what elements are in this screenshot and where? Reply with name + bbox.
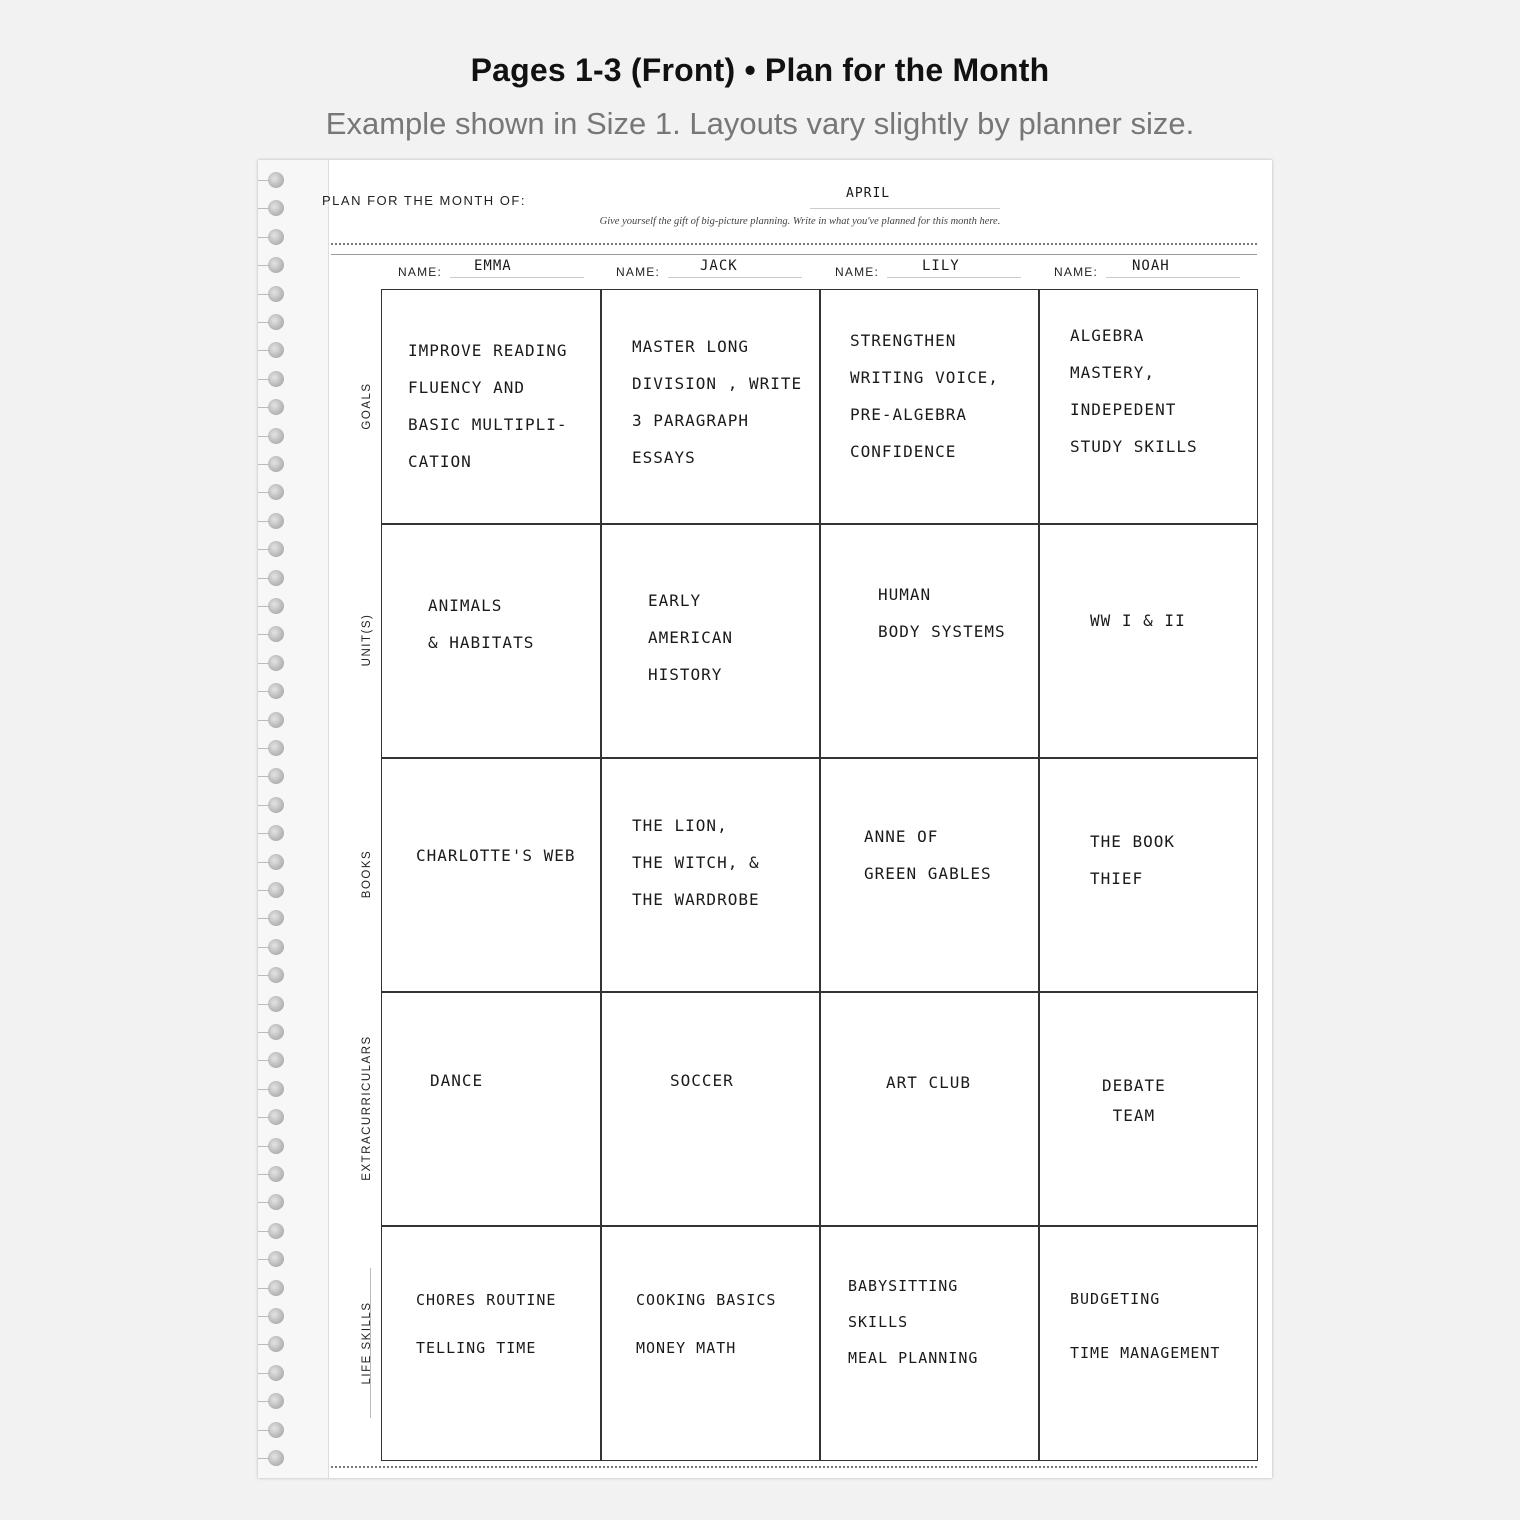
binding-tab — [258, 379, 270, 380]
binding-ring-icon — [268, 1308, 284, 1324]
binding-tab — [258, 1401, 270, 1402]
cell-extra-emma[interactable]: DANCE — [430, 1071, 484, 1090]
binding-tab — [258, 1202, 270, 1203]
binding-ring-icon — [268, 1422, 284, 1438]
student-name-1[interactable]: EMMA — [474, 258, 512, 274]
binding-tab — [258, 947, 270, 948]
cell-goals-emma[interactable]: IMPROVE READING FLUENCY AND BASIC MULTIPLI- CATION — [408, 341, 568, 471]
binding-tab — [258, 1032, 270, 1033]
binding-tab — [258, 1458, 270, 1459]
top-rule — [331, 254, 1257, 255]
cell-books-noah[interactable]: THE BOOK THIEF — [1090, 832, 1176, 888]
binding-ring-icon — [268, 1450, 284, 1466]
binding-ring-icon — [268, 825, 284, 841]
grid-row-divider — [381, 991, 1258, 993]
binding-tab — [258, 436, 270, 437]
binding-ring-icon — [268, 229, 284, 245]
binding-ring-icon — [268, 1194, 284, 1210]
binding-ring-icon — [268, 371, 284, 387]
binding-ring-icon — [268, 1138, 284, 1154]
binding-ring-icon — [268, 456, 284, 472]
binding-tab — [258, 492, 270, 493]
cell-life-lily[interactable]: BABYSITTING SKILLS MEAL PLANNING — [848, 1277, 979, 1367]
name-underline-4 — [1106, 277, 1240, 278]
binding-tab — [258, 578, 270, 579]
row-label-units: UNIT(S) — [361, 613, 373, 667]
binding-ring-icon — [268, 342, 284, 358]
binding-tab — [258, 1089, 270, 1090]
bottom-dotted-divider — [331, 1466, 1257, 1468]
binding-ring-icon — [268, 1251, 284, 1267]
grid-column-divider — [819, 289, 821, 1461]
binding-ring-icon — [268, 1336, 284, 1352]
binding-tab — [258, 208, 270, 209]
binding-tab — [258, 1288, 270, 1289]
cell-life-jack[interactable]: COOKING BASICS MONEY MATH — [636, 1291, 777, 1357]
binding-tab — [258, 237, 270, 238]
binding-tab — [258, 805, 270, 806]
binding-ring-icon — [268, 1393, 284, 1409]
binding-ring-icon — [268, 797, 284, 813]
cell-goals-lily[interactable]: STRENGTHEN WRITING VOICE, PRE-ALGEBRA CONFIDENCE — [850, 331, 999, 461]
binding-ring-icon — [268, 1166, 284, 1182]
binding-tab — [258, 1259, 270, 1260]
cell-units-jack[interactable]: EARLY AMERICAN HISTORY — [648, 591, 734, 684]
binding-ring-icon — [268, 967, 284, 983]
binding-tab — [258, 521, 270, 522]
binding-ring-icon — [268, 1052, 284, 1068]
cell-life-noah[interactable]: BUDGETING TIME MANAGEMENT — [1070, 1290, 1221, 1362]
binding-tab — [258, 1430, 270, 1431]
binding-ring-icon — [268, 598, 284, 614]
binding-tab — [258, 975, 270, 976]
name-underline-2 — [668, 277, 802, 278]
caption-subtitle: Example shown in Size 1. Layouts vary slightly by planner size. — [325, 106, 1195, 141]
binding-ring-icon — [268, 939, 284, 955]
binding-ring-icon — [268, 200, 284, 216]
binding-ring-icon — [268, 541, 284, 557]
cell-life-emma[interactable]: CHORES ROUTINE TELLING TIME — [416, 1291, 557, 1357]
binding-tab — [258, 748, 270, 749]
binding-ring-icon — [268, 1280, 284, 1296]
binding-ring-icon — [268, 882, 284, 898]
row-label-books: BOOKS — [361, 849, 373, 899]
student-name-3[interactable]: LILY — [922, 258, 960, 274]
name-underline-3 — [887, 277, 1021, 278]
binding-tab — [258, 691, 270, 692]
binding-tab — [258, 407, 270, 408]
binding-ring-icon — [268, 172, 284, 188]
binding-tab — [258, 1117, 270, 1118]
binding-tab — [258, 833, 270, 834]
binding-tab — [258, 464, 270, 465]
binding-tab — [258, 1060, 270, 1061]
cell-units-emma[interactable]: ANIMALS & HABITATS — [428, 596, 535, 652]
binding-tab — [258, 1344, 270, 1345]
binding-tab — [258, 890, 270, 891]
binding-tab — [258, 1004, 270, 1005]
binding-ring-icon — [268, 740, 284, 756]
binding-tab — [258, 350, 270, 351]
cell-extra-jack[interactable]: SOCCER — [670, 1071, 734, 1090]
cell-extra-lily[interactable]: ART CLUB — [886, 1073, 972, 1092]
cell-goals-noah[interactable]: ALGEBRA MASTERY, INDEPEDENT STUDY SKILLS — [1070, 326, 1198, 456]
binding-tab — [258, 776, 270, 777]
binding-tab — [258, 634, 270, 635]
binding-ring-icon — [268, 570, 284, 586]
cell-extra-noah[interactable]: DEBATE TEAM — [1102, 1076, 1166, 1125]
name-label-4: NAME: — [1054, 265, 1099, 279]
row-label-goals: GOALS — [361, 382, 373, 430]
binding-tab — [258, 265, 270, 266]
student-name-2[interactable]: JACK — [700, 258, 738, 274]
spiral-binding — [258, 160, 329, 1478]
binding-ring-icon — [268, 1081, 284, 1097]
grid-column-divider — [600, 289, 602, 1461]
grid-row-divider — [381, 1225, 1258, 1227]
cell-books-jack[interactable]: THE LION, THE WITCH, & THE WARDROBE — [632, 816, 760, 909]
binding-ring-icon — [268, 428, 284, 444]
binding-ring-icon — [268, 854, 284, 870]
cell-goals-jack[interactable]: MASTER LONG DIVISION , WRITE 3 PARAGRAPH ESSAYS — [632, 337, 803, 467]
binding-tab — [258, 1231, 270, 1232]
cell-units-noah[interactable]: WW I & II — [1090, 611, 1186, 630]
binding-ring-icon — [268, 683, 284, 699]
binding-tab — [258, 294, 270, 295]
month-underline — [810, 208, 1000, 209]
binding-ring-icon — [268, 1024, 284, 1040]
name-label-3: NAME: — [835, 265, 880, 279]
binding-ring-icon — [268, 314, 284, 330]
row-label-life-skills: LIFE SKILLS — [361, 1301, 373, 1385]
binding-ring-icon — [268, 910, 284, 926]
binding-ring-icon — [268, 513, 284, 529]
binding-tab — [258, 322, 270, 323]
grid-column-divider — [1038, 289, 1040, 1461]
binding-tab — [258, 1146, 270, 1147]
binding-ring-icon — [268, 712, 284, 728]
name-underline-1 — [450, 277, 584, 278]
binding-tab — [258, 663, 270, 664]
binding-tab — [258, 549, 270, 550]
cell-books-emma[interactable]: CHARLOTTE'S WEB — [416, 846, 576, 865]
binding-ring-icon — [268, 768, 284, 784]
binding-ring-icon — [268, 996, 284, 1012]
cell-units-lily[interactable]: HUMAN BODY SYSTEMS — [878, 585, 1006, 641]
name-label-1: NAME: — [398, 265, 443, 279]
plan-tagline: Give yourself the gift of big-picture planning. Write in what you've planned for this month here. — [599, 216, 1001, 227]
grid-row-divider — [381, 523, 1258, 525]
binding-tab — [258, 1373, 270, 1374]
binding-tab — [258, 1316, 270, 1317]
top-dotted-divider — [331, 243, 1257, 245]
student-name-4[interactable]: NOAH — [1132, 258, 1170, 274]
caption-title: Pages 1-3 (Front) • Plan for the Month — [470, 52, 1050, 88]
binding-tab — [258, 918, 270, 919]
binding-tab — [258, 180, 270, 181]
binding-tab — [258, 720, 270, 721]
binding-ring-icon — [268, 1109, 284, 1125]
binding-tab — [258, 862, 270, 863]
binding-tab — [258, 1174, 270, 1175]
binding-ring-icon — [268, 257, 284, 273]
row-label-extracurriculars: EXTRACURRICULARS — [361, 1035, 373, 1181]
binding-tab — [258, 606, 270, 607]
binding-ring-icon — [268, 286, 284, 302]
binding-ring-icon — [268, 626, 284, 642]
plan-month-value[interactable]: APRIL — [846, 186, 891, 201]
binding-ring-icon — [268, 484, 284, 500]
binding-ring-icon — [268, 1365, 284, 1381]
grid-row-divider — [381, 757, 1258, 759]
name-label-2: NAME: — [616, 265, 661, 279]
plan-month-label: PLAN FOR THE MONTH OF: — [322, 193, 526, 208]
binding-ring-icon — [268, 399, 284, 415]
binding-ring-icon — [268, 1223, 284, 1239]
binding-ring-icon — [268, 655, 284, 671]
cell-books-lily[interactable]: ANNE OF GREEN GABLES — [864, 827, 992, 883]
